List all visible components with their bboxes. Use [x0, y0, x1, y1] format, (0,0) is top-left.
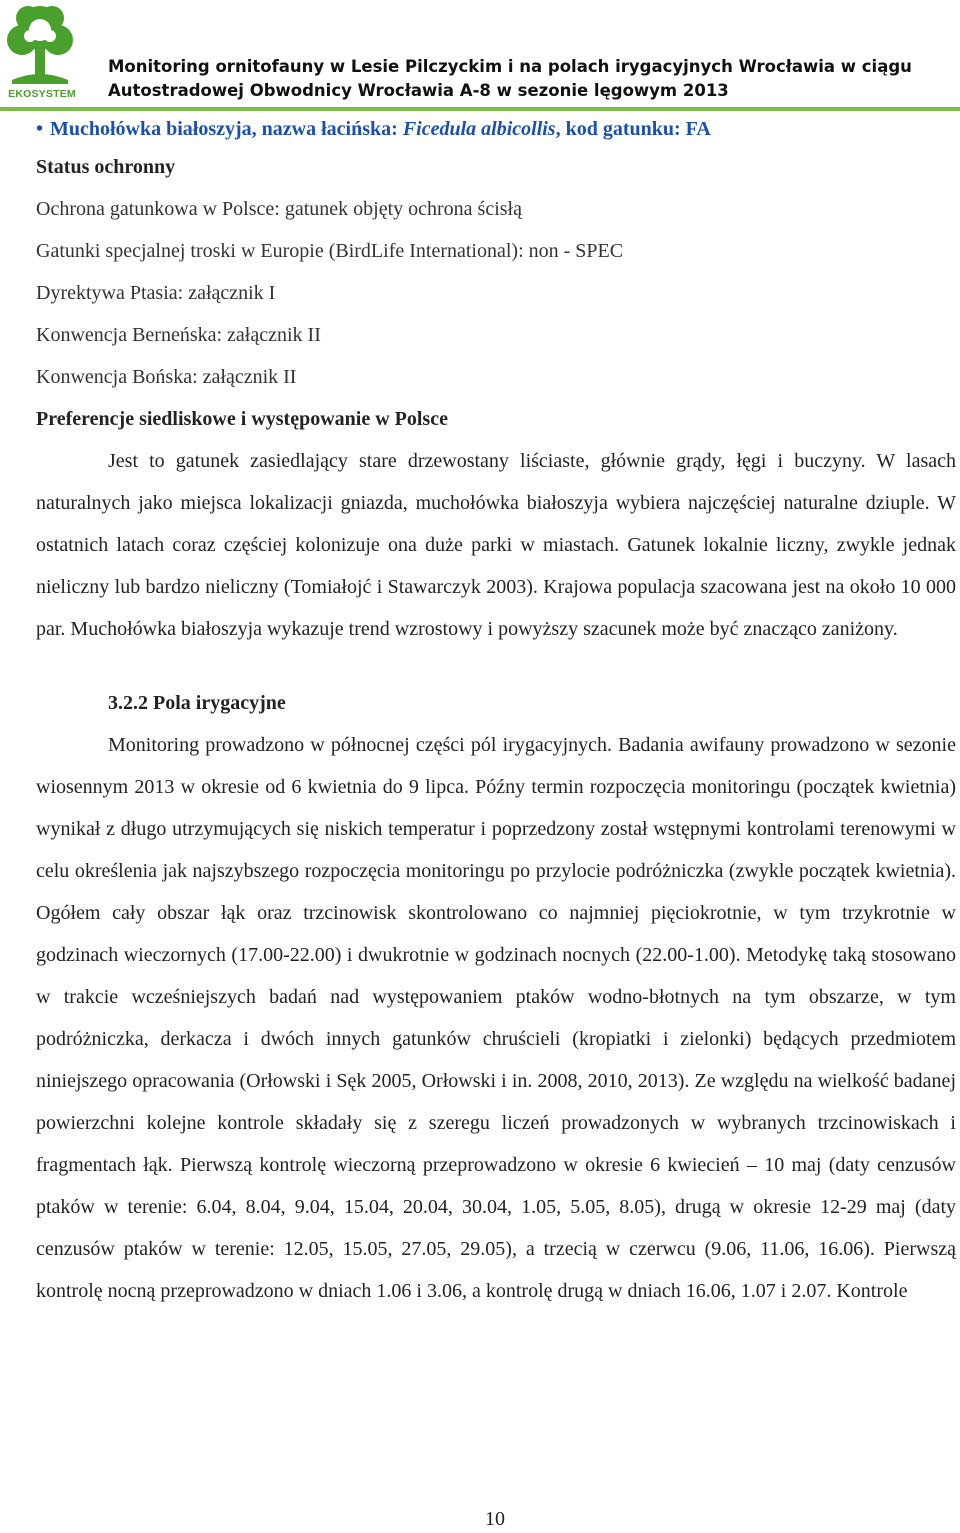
species-heading — [36, 112, 956, 146]
bullet-icon: • — [36, 118, 44, 140]
page-number: 10 — [485, 1508, 505, 1530]
status-heading: Status ochronny — [36, 156, 176, 178]
species-heading-suffix: , kod gatunku: FA — [555, 118, 711, 140]
logo-text: EKOSYSTEM — [8, 88, 76, 100]
species-heading-prefix: Muchołówka białoszyja, nazwa łacińska: — [50, 118, 403, 140]
header-divider — [0, 107, 960, 111]
page-content — [36, 112, 956, 1312]
section-heading: 3.2.2 Pola irygacyjne — [108, 692, 286, 714]
title-line-1: Monitoring ornitofauny w Lesie Pilczyckim i na polach irygacyjnych Wrocławia w ciągu — [108, 57, 912, 76]
status-line: Dyrektywa Ptasia: załącznik I — [36, 282, 276, 304]
status-line: Gatunki specjalnej troski w Europie (BirdLife International): non - SPEC — [36, 240, 624, 262]
document-title — [108, 55, 928, 103]
ekosystem-logo — [4, 2, 76, 102]
status-line: Konwencja Bońska: załącznik II — [36, 366, 297, 388]
section-text: Monitoring prowadzono w północnej części pól irygacyjnych. Badania awifauny prowadzono w sezonie wiosennym 2013 w okresie od 6 kwietnia do 9 lipca. Późny termin rozpoczęcia monitoringu (początek kwietnia) wynikał z długo utrzymujących się niskich temperatur i poprzedzony został wstępnymi kontrolami terenowymi w celu określenia jak najszybszego rozpoczęcia monitoringu po przylocie podróżniczka (zwykle początek kwietnia). Ogółem cały obszar łąk oraz trzcinowisk skontrolowano co najmniej pięciokrotnie, w tym trzykrotnie w godzinach wieczornych (17.00-22.00) i dwukrotnie w godzinach nocnych (22.00-1.00). Metodykę taką stosowano w trakcie wcześniejszych badań nad występowaniem ptaków wodno-błotnych na tym obszarze, w tym podróżniczka, derkacza i dwóch innych gatunków chruścieli (kropiatki i zielonki) będących przedmiotem niniejszego opracowania (Orłowski i Sęk 2005, Orłowski i in. 2008, 2010, 2013). Ze względu na wielkość badanej powierzchni kolejne kontrole składały się z szeregu liczeń prowadzonych w wybranych trzcinowiskach i fragmentach łąk. Pierwszą kontrolę wieczorną przeprowadzono w okresie 6 kwiecień – 10 maj (daty cenzusów ptaków w terenie: 6.04, 8.04, 9.04, 15.04, 20.04, 30.04, 1.05, 5.05, 8.05), drugą w okresie 12-29 maj (daty cenzusów ptaków w terenie: 12.05, 15.05, 27.05, 29.05), a trzecią w czerwcu (9.06, 11.06, 16.06). Pierwszą kontrolę nocną przeprowadzono w dniach 1.06 i 3.06, a kontrolę drugą w dniach 16.06, 1.07 i 2.07. Kontrole — [36, 734, 956, 1302]
page-header — [0, 0, 960, 110]
habitat-heading: Preferencje siedliskowe i występowanie w Polsce — [36, 408, 448, 430]
habitat-paragraph — [36, 440, 956, 650]
latin-name: Ficedula albicollis — [402, 118, 556, 140]
habitat-text: Jest to gatunek zasiedlający stare drzewostany liściaste, głównie grądy, łęgi i buczyny. W lasach naturalnych jako miejsca lokalizacji gniazda, muchołówka białoszyja wybiera najczęściej naturalne dziuple. W ostatnich latach coraz częściej kolonizuje ona duże parki w miastach. Gatunek lokalnie liczny, zwykle jednak nieliczny lub bardzo nieliczny (Tomiałojć i Stawarczyk 2003). Krajowa populacja szacowana jest na około 10 000 par. Muchołówka białoszyja wykazuje trend wzrostowy i powyższy szacunek może być znacząco zaniżony. — [36, 450, 956, 640]
tree-icon — [4, 2, 76, 88]
status-line: Ochrona gatunkowa w Polsce: gatunek objęty ochrona ścisłą — [36, 198, 522, 220]
section-paragraph — [36, 724, 956, 1312]
title-line-2: Autostradowej Obwodnicy Wrocławia A-8 w sezonie lęgowym 2013 — [108, 81, 729, 100]
status-line: Konwencja Berneńska: załącznik II — [36, 324, 321, 346]
